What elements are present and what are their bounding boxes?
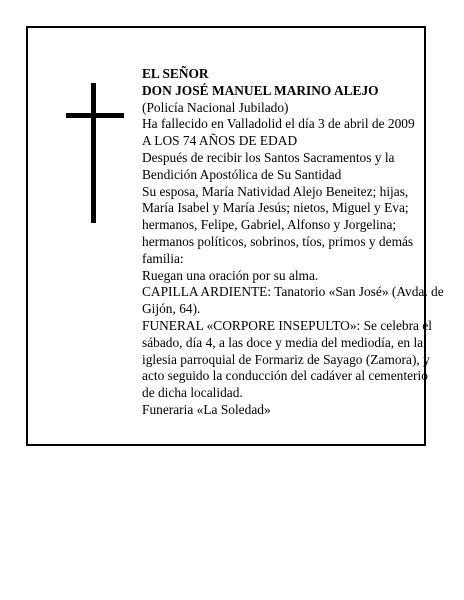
chapel-line: Gijón, 64).	[142, 301, 201, 317]
deceased-name: DON JOSÉ MANUEL MARINO ALEJO	[142, 82, 379, 98]
funeral-home: Funeraria «La Soledad»	[142, 401, 271, 417]
obituary-text	[142, 66, 460, 419]
funeral-line: FUNERAL «CORPORE INSEPULTO»: Se celebra el	[142, 317, 432, 333]
chapel-line: CAPILLA ARDIENTE: Tanatorio «San José» (Avda. de	[142, 284, 444, 300]
prayer: Ruegan una oración por su alma.	[142, 267, 319, 283]
funeral-line: de dicha localidad.	[142, 385, 243, 401]
cross-icon	[91, 83, 96, 223]
sacraments-line: Después de recibir los Santos Sacramentos y la	[142, 149, 395, 165]
age: A LOS 74 AÑOS DE EDAD	[142, 133, 298, 149]
funeral-line: sábado, día 4, a las doce y media del mediodía, en la	[142, 334, 424, 350]
family-line: Su esposa, María Natividad Alejo Beneitez; hijas,	[142, 183, 409, 199]
obituary-notice	[26, 26, 444, 446]
funeral-line: acto seguido la conducción del cadáver al cementerio	[142, 368, 428, 384]
family-line: hermanos políticos, sobrinos, tíos, primos y demás	[142, 233, 414, 249]
occupation: (Policía Nacional Jubilado)	[142, 99, 289, 115]
funeral-line: iglesia parroquial de Formariz de Sayago (Zamora), y	[142, 351, 430, 367]
family-line: hermanos, Felipe, Gabriel, Alfonso y Jorgelina;	[142, 217, 397, 233]
family-line: familia:	[142, 250, 184, 266]
title: EL SEÑOR	[142, 66, 209, 81]
death-statement: Ha fallecido en Valladolid el día 3 de abril de 2009	[142, 116, 415, 132]
cross-icon-bar	[66, 113, 124, 118]
family-line: María Isabel y María Jesús; nietos, Miguel y Eva;	[142, 200, 409, 216]
sacraments-line: Bendición Apostólica de Su Santidad	[142, 166, 342, 182]
